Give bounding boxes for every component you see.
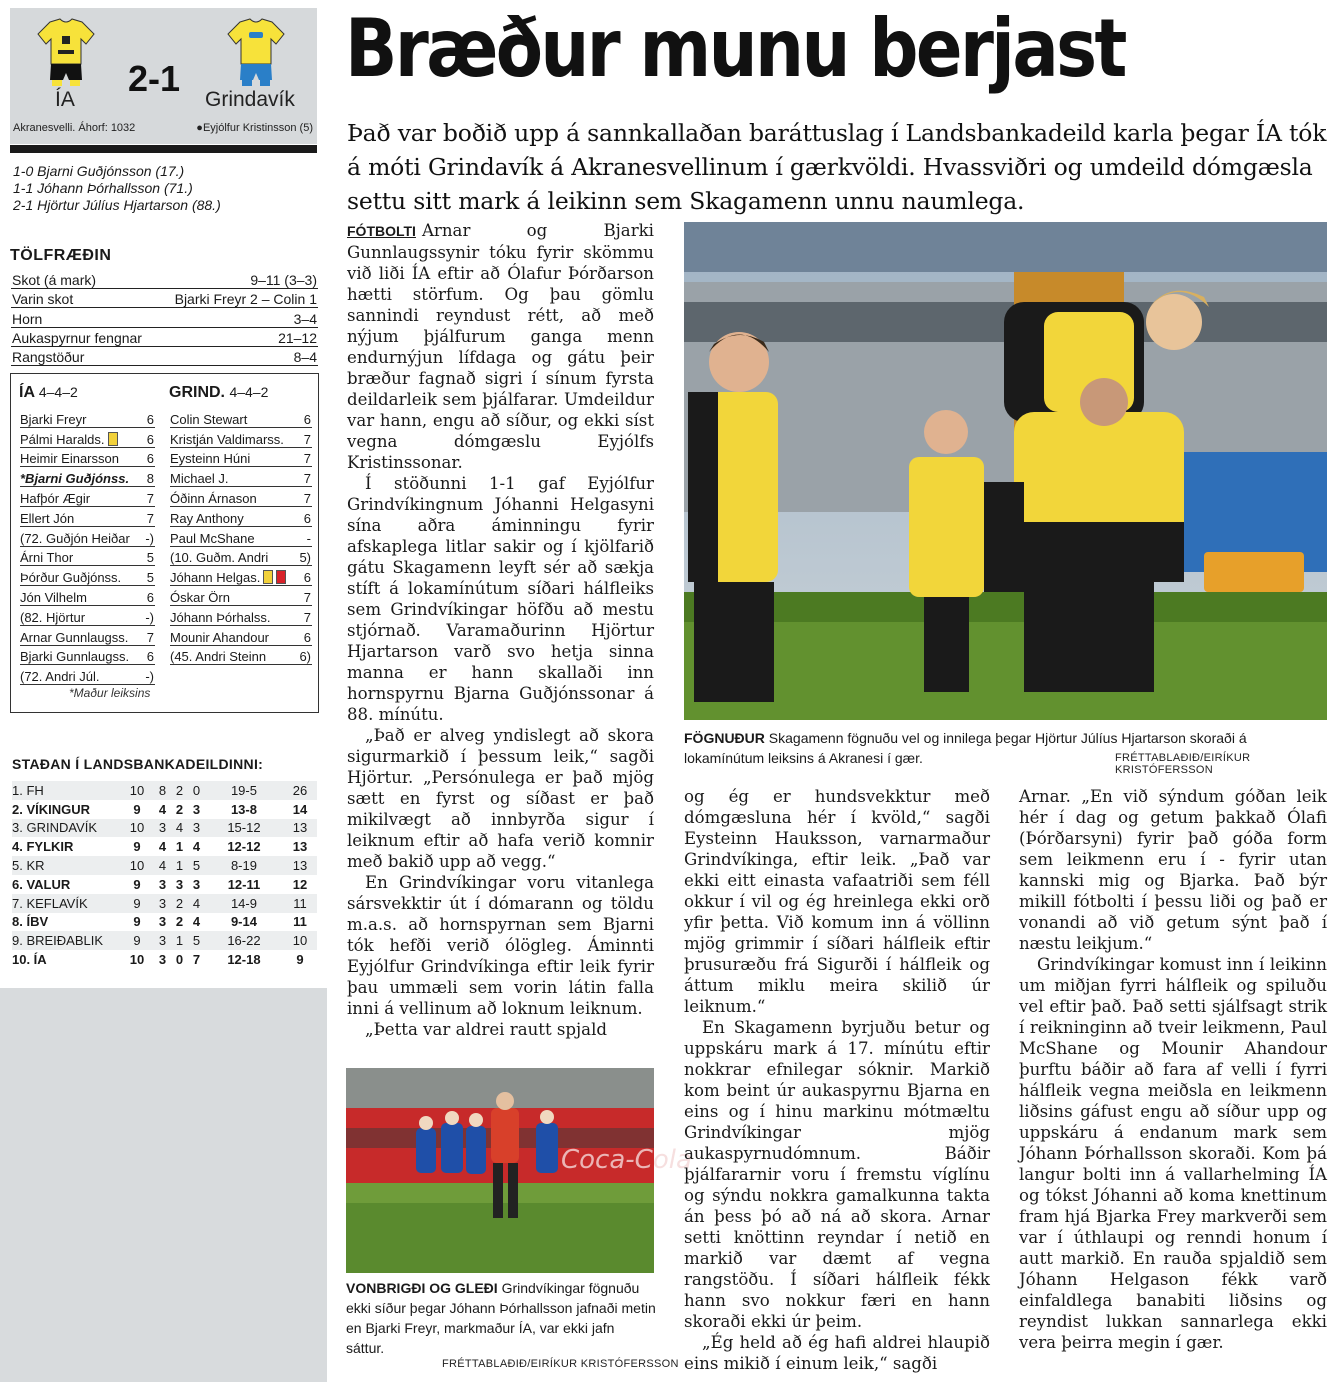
- table-cell-pts: 14: [292, 801, 308, 817]
- lineup-player: [170, 408, 312, 428]
- lineup-player: [170, 507, 312, 527]
- stat-row: [11, 347, 318, 366]
- table-cell-gd: 9-14: [230, 914, 257, 930]
- player-name-text: Kristján Valdimarss.: [170, 431, 284, 447]
- table-cell-l: 7: [192, 952, 201, 968]
- player-name-text: Bjarki Gunnlaugss.: [20, 649, 130, 665]
- table-cell-d: 0: [175, 952, 184, 968]
- small-photo-caption: [346, 1278, 656, 1358]
- goal-list: [13, 163, 221, 214]
- table-cell-d: 2: [171, 781, 188, 800]
- lineup-player: [20, 586, 155, 606]
- lineup-player: [170, 467, 312, 487]
- player-name: [170, 590, 230, 605]
- table-cell-team: 4. FYLKIR: [12, 839, 74, 855]
- main-photo-image: [684, 222, 1327, 720]
- main-photo: [684, 222, 1327, 720]
- caption-text: Skagamenn fögnuðu vel og innilega þegar Hjörtur Júlíus Hjartarson skoraði á lokamínútum leiksins á Akranesi í gær.: [684, 730, 1247, 766]
- table-cell-d: 1: [175, 839, 184, 855]
- table-row: [12, 856, 317, 875]
- player-rating: 6: [146, 589, 154, 605]
- table-row: [12, 950, 317, 969]
- table-cell-pts: 11: [283, 894, 317, 913]
- table-cell-p: 10: [129, 952, 145, 968]
- goal-item: 1-1 Jóhann Þórhallsson (71.): [13, 180, 193, 196]
- table-cell-w: 3: [158, 914, 167, 930]
- lineup-player: [20, 467, 155, 487]
- lineup-player: [170, 566, 312, 586]
- player-name: [170, 550, 268, 565]
- table-cell-p: 9: [133, 876, 141, 892]
- player-name: [20, 491, 90, 506]
- player-rating: 6: [303, 510, 311, 526]
- table-cell-l: 5: [188, 931, 205, 950]
- player-rating: -: [306, 530, 311, 546]
- table-cell-d: 4: [171, 819, 188, 838]
- player-rating: 7: [146, 629, 154, 645]
- player-name: [20, 511, 74, 526]
- section-kicker: FÓTBOLTI: [347, 223, 416, 239]
- player-name-text: (45. Andri Steinn: [170, 649, 267, 665]
- league-table-title: STAÐAN Í LANDSBANKADEILDINNI:: [12, 756, 264, 772]
- table-cell-p: 10: [120, 819, 154, 838]
- paragraph: Arnar. „En við sýndum góðan leik hér í dag og getum þakkað Ólafi (Þórðarsyni) fyrir það góða form sem leikmenn eru í - fyrir utan kannski mig og Bjarka. Það býr mikill fótbolti í þessu liði og það er vonandi að við getum sýnt það í næstu leikjum.“: [1019, 787, 1327, 953]
- player-rating: 7: [303, 451, 311, 467]
- main-photo-credit: FRÉTTABLAÐIÐ/EIRÍKUR KRISTÓFERSSON: [1115, 752, 1251, 776]
- table-row: [12, 931, 317, 950]
- table-cell-team: 8. ÍBV: [12, 914, 49, 930]
- stat-label: Varin skot: [12, 291, 74, 308]
- table-cell-pts: 13: [283, 856, 317, 875]
- player-name-text: (82. Hjörtur: [20, 609, 86, 625]
- home-shirt-icon: [36, 18, 96, 88]
- table-cell-team: 2. VÍKINGUR: [12, 801, 91, 817]
- goal-item: 1-0 Bjarni Guðjónsson (17.): [13, 163, 185, 179]
- player-rating: 5: [146, 570, 154, 586]
- yellow-card-icon: [263, 570, 273, 584]
- player-name-text: (72. Guðjón Heiðar: [20, 530, 130, 546]
- player-rating: 7: [303, 589, 311, 605]
- league-table: [12, 781, 317, 969]
- stat-label: Skot (á mark): [12, 272, 97, 289]
- paragraph: En Skagamenn byrjuðu betur og uppskáru mark á 17. mínútu eftir nokkrar efnilegar sóknir. Markið kom beint úr aukaspyrnu Bjarna en eins og í hinu markinu mótmæltu Grindvíkingar mjög aukaspyrnudómnum. Báðir þjálfararnir voru í fremstu víglínu og sýndu nokkra gamalkunna takta án þess þó að ná að skora. Arnar setti knöttinn reyndar í netið en markið var dæmt af vegna rangstöðu. Í síðari hálfleik fékk hann svo nokkur færi en hann skoraði ekki úr þeim.: [684, 1018, 990, 1331]
- table-cell-gd: 19-5: [205, 781, 283, 800]
- table-cell-team: 10. ÍA: [12, 952, 47, 968]
- stat-label: Rangstöður: [12, 348, 85, 365]
- player-name-text: Pálmi Haralds.: [20, 431, 105, 447]
- home-team-name: ÍA: [55, 88, 75, 111]
- player-rating: 5): [299, 550, 311, 566]
- table-cell-pts: 12: [292, 876, 308, 892]
- table-cell-team: 6. VALUR: [12, 876, 71, 892]
- player-rating: 6: [146, 649, 154, 665]
- lineup-player: [20, 547, 155, 567]
- player-name: [20, 610, 85, 625]
- table-cell-l: 4: [192, 839, 201, 855]
- player-name-text: (10. Guðm. Andri: [170, 550, 269, 566]
- home-lineup: [20, 408, 155, 685]
- player-rating: 6: [146, 431, 154, 447]
- table-cell-w: 3: [154, 819, 171, 838]
- away-formation: 4–4–2: [229, 384, 269, 400]
- player-name: [170, 649, 266, 664]
- player-name: [20, 550, 73, 565]
- lineup-player: [20, 507, 155, 527]
- table-cell-p: 9: [133, 914, 141, 930]
- table-cell-team: 7. KEFLAVÍK: [12, 894, 120, 913]
- article-column-1: [347, 220, 654, 1040]
- player-name-text: Paul McShane: [170, 530, 255, 546]
- player-rating: 5: [146, 550, 154, 566]
- player-name-text: Ray Anthony: [170, 510, 244, 526]
- player-rating: -): [145, 609, 154, 625]
- player-name-text: Michael J.: [170, 471, 229, 487]
- table-cell-l: 3: [192, 801, 201, 817]
- table-cell-gd: 16-22: [205, 931, 283, 950]
- table-cell-team: 3. GRINDAVÍK: [12, 819, 120, 838]
- table-cell-gd: 8-19: [205, 856, 283, 875]
- table-cell-pts: 10: [283, 931, 317, 950]
- table-cell-p: 9: [133, 801, 141, 817]
- table-cell-w: 8: [154, 781, 171, 800]
- player-name: [20, 471, 129, 486]
- caption-kicker: VONBRIGÐI OG GLEÐI: [346, 1280, 498, 1296]
- table-row: [12, 819, 317, 838]
- player-rating: -): [145, 530, 154, 546]
- player-name: [170, 630, 269, 645]
- table-row: [12, 875, 317, 894]
- article-column-3: [1019, 786, 1327, 1353]
- table-cell-d: 1: [171, 931, 188, 950]
- lineup-player: [170, 646, 312, 666]
- stat-value: 21–12: [278, 329, 317, 346]
- paragraph: og ég er hundsvekktur með dómgæsluna hér í kvöld,“ sagði Eysteinn Hauksson, varnarmaður Grindvíkinga, eftir leik. „Það var ekki eitt einasta vafaatriði sem féll okkur í vil og ég hreinlega ekki orð yfir þetta. Við komum inn á völlinn mjög grimmir í síðari hálfleik eftir þrusuræðu frá Sigurði í hálfleik og áttum miklu meira skilið úr leiknum.“: [684, 787, 990, 1016]
- home-formation: 4–4–2: [38, 384, 78, 400]
- lineup-player: [20, 448, 155, 468]
- stat-row: [11, 328, 318, 347]
- lineup-player: [170, 487, 312, 507]
- stat-value: 9–11 (3–3): [250, 272, 317, 289]
- table-cell-pts: 13: [292, 839, 308, 855]
- stat-label: Aukaspyrnur fengnar: [12, 329, 142, 346]
- player-name: [20, 590, 87, 605]
- player-rating: 6: [146, 411, 154, 427]
- table-row: [12, 837, 317, 856]
- caption-text: Grindvíkingar fögnuðu ekki síður þegar Jóhann Þórhallsson jafnaði metin en Bjarki Freyr, markmaður ÍA, var ekki jafn sáttur.: [346, 1280, 656, 1356]
- table-row: [12, 800, 317, 819]
- player-name: [170, 531, 255, 546]
- table-cell-gd: 12-11: [227, 876, 261, 892]
- paragraph: Í stöðunni 1-1 gaf Eyjólfur Grindvíkingnum Jóhanni Helgasyni sína aðra áminningu fyrir afskaplega litlar sakir og í kjölfarið gátu Skagamenn leyft sér að sækja stíft á lokamínútum síðari hálfleiks sem Grindvíkingar höfðu að mestu stjórnað. Varamaðurinn Hjörtur Hjartarson varð svo hetja sinna manna er hann skallaði inn hornspyrnu Bjarna Guðjónssonar á 88. mínútu.: [347, 474, 654, 724]
- lineup-player: [20, 487, 155, 507]
- player-name-text: Hafþór Ægir: [20, 490, 91, 506]
- small-photo: [346, 1068, 692, 1273]
- lead-paragraph: Það var boðið upp á sannkallaðan baráttuslag í Landsbankadeild karla þegar ÍA tók á móti Grindavík á Akranesvellinum í gærkvöldi. Hvassviðri og umdeild dómgæsla settu sitt mark á leikinn sem Skagamenn unnu naumlega.: [347, 119, 1327, 215]
- table-cell-gd: 13-8: [230, 801, 257, 817]
- paragraph: Grindvíkingar komust inn í leikinn um miðjan fyrri hálfleik og spiluðu vel eftir það. Það setti sjálfsagt strik í reikninginn að tveir leikmenn, Paul McShane og Mounir Ahandour þurftu báðir að fara af velli í fyrri hálfleik vegna meiðsla en leikmenn liðsins gáfust engu að síður upp og uppskáru á endanum mark sem Jóhann Þórhallsson skoraði. Kom þá langur bolti inn á vallarhelming ÍA og tókst Jóhanni að koma knettinum fram hjá Bjarka Frey markverði sem var í úthlaupi og renndi honum í autt markið. En rauða spjaldið sem Jóhann Helgason fékk varð einfaldlega banabiti liðsins og reyndist lukkan sannarlega ekki vera þeirra megin í gær.: [1019, 955, 1327, 1352]
- player-name-text: Jóhann Helgas.: [170, 570, 261, 586]
- player-name-text: Árni Thor: [20, 550, 74, 566]
- stat-row: [11, 308, 318, 327]
- player-rating: 6: [303, 570, 311, 586]
- table-cell-p: 9: [133, 839, 141, 855]
- stats-list: [11, 270, 318, 366]
- player-name: [170, 451, 250, 466]
- player-rating: 7: [146, 490, 154, 506]
- player-name-text: (72. Andri Júl.: [20, 669, 100, 685]
- player-rating: 7: [146, 510, 154, 526]
- match-sidebar: [0, 0, 327, 1382]
- table-cell-team: 9. BREIÐABLIK: [12, 931, 120, 950]
- lineup-player: [20, 408, 155, 428]
- table-cell-d: 2: [175, 914, 184, 930]
- player-name-text: Óskar Örn: [170, 589, 230, 605]
- player-name: [170, 511, 244, 526]
- table-cell-p: 10: [120, 856, 154, 875]
- table-cell-w: 3: [154, 894, 171, 913]
- away-lineup-heading: [169, 384, 268, 402]
- table-cell-l: 4: [192, 914, 201, 930]
- table-cell-d: 3: [175, 876, 184, 892]
- player-name-text: Jón Vilhelm: [20, 589, 87, 605]
- away-shirt-icon: [226, 18, 286, 88]
- lineup-player: [20, 665, 155, 685]
- player-name: [170, 570, 286, 585]
- paragraph: En Grindvíkingar voru vitanlega sársvekktir út í dómarann og töldu m.a.s. að hornspyrnan sem Bjarni tók hefði verið ólögleg. Áminnti Eyjólfur Grindvíkinga eftir leik fyrir þau ummæli sem vorin látin falla inni á vellinum að loknum leiknum.: [347, 873, 654, 1018]
- paragraph: „Það er alveg yndislegt að skora sigurmarkið í þessum leik,“ sagði Hjörtur. „Persónulega er það mjög sætt en fyrst og síðast er það mikilvægt að innbyrða sigur í leiknum eftir að hafa verið komnir með bakið upp að vegg.“: [347, 726, 654, 871]
- lineup-player: [170, 586, 312, 606]
- table-cell-pts: 26: [283, 781, 317, 800]
- stat-value: 3–4: [293, 310, 317, 327]
- paragraph: „Ég held að ég hafi aldrei hlaupið eins mikið í einum leik,“ sagði: [684, 1333, 990, 1373]
- scorebox-divider: [10, 145, 317, 153]
- paragraph-text: Arnar og Bjarki Gunnlaugssynir tóku fyrir skömmu við liði ÍA eftir að Ólafur Þórðarson hætti störfum. Og þau gömlu sannindi reyndust rétt, að með nýjum þjálfurum ganga menn endurnýjun lífdaga og gátu þeir bræður fagnað sigri í sínum fyrsta deildarleik sem þjálfarar. Umdeildur var hann, engu að síður, og ekki síst vegna dómgæslu Eyjólfs Kristinssonar.: [347, 221, 654, 472]
- player-name: [170, 471, 229, 486]
- away-lineup-team: GRIND.: [169, 384, 225, 401]
- player-name: [170, 412, 247, 427]
- player-name-text: Colin Stewart: [170, 411, 248, 427]
- player-rating: 7: [303, 490, 311, 506]
- table-cell-d: 2: [175, 801, 184, 817]
- player-name: [20, 412, 86, 427]
- player-rating: 7: [303, 609, 311, 625]
- player-rating: 6: [303, 411, 311, 427]
- table-cell-gd: 15-12: [205, 819, 283, 838]
- table-cell-w: 3: [158, 876, 167, 892]
- small-photo-credit: FRÉTTABLAÐIÐ/EIRÍKUR KRISTÓFERSSON: [442, 1358, 679, 1370]
- player-name-text: Þórður Guðjónss.: [20, 570, 122, 586]
- lineup-player: [20, 566, 155, 586]
- whistle-icon: ●: [196, 122, 203, 134]
- lineup-player: [170, 428, 312, 448]
- lineup-player: [20, 646, 155, 666]
- player-rating: 6): [299, 649, 311, 665]
- goal-item: 2-1 Hjörtur Júlíus Hjartarson (88.): [13, 197, 221, 213]
- stat-row: [11, 270, 318, 289]
- table-row: [12, 781, 317, 800]
- player-name-text: Jóhann Þórhalss.: [170, 609, 271, 625]
- table-cell-w: 4: [158, 839, 167, 855]
- table-cell-pts: 13: [283, 819, 317, 838]
- table-cell-pts: 11: [293, 914, 307, 930]
- table-cell-l: 5: [188, 856, 205, 875]
- table-cell-p: 9: [120, 931, 154, 950]
- stat-value: 8–4: [293, 348, 317, 365]
- player-name: [170, 432, 284, 447]
- player-name: [20, 451, 119, 466]
- table-cell-l: 0: [188, 781, 205, 800]
- player-name: [20, 669, 100, 684]
- stat-row: [11, 289, 318, 308]
- player-name: [20, 531, 130, 546]
- away-lineup: [170, 408, 312, 665]
- player-rating: 7: [303, 431, 311, 447]
- player-rating: 6: [303, 629, 311, 645]
- lineups-box: [10, 373, 319, 713]
- table-row: [12, 913, 317, 932]
- table-cell-p: 10: [120, 781, 154, 800]
- player-name: [170, 491, 257, 506]
- player-name: [20, 570, 121, 585]
- home-lineup-heading: [19, 384, 78, 402]
- sidebar-grey-panel: [0, 988, 327, 1382]
- stat-label: Horn: [12, 310, 43, 327]
- player-name-text: Arnar Gunnlaugss.: [20, 629, 129, 645]
- svg-text:Coca-Cola: Coca-Cola: [561, 1145, 692, 1175]
- table-cell-l: 3: [192, 876, 201, 892]
- man-of-the-match-note: *Maður leiksins: [69, 686, 151, 700]
- player-name: [20, 649, 129, 664]
- match-score: 2-1: [128, 58, 181, 99]
- table-cell-l: 3: [188, 819, 205, 838]
- player-name-text: Ellert Jón: [20, 510, 75, 526]
- player-name-text: Heimir Einarsson: [20, 451, 119, 467]
- away-team-name: Grindavík: [205, 88, 295, 111]
- stats-title: TÖLFRÆÐIN: [10, 247, 112, 264]
- player-name: [170, 610, 270, 625]
- table-cell-d: 1: [171, 856, 188, 875]
- paragraph: [347, 220, 654, 473]
- table-cell-team: 1. FH: [12, 781, 120, 800]
- paragraph: „Þetta var aldrei rautt spjald: [365, 1020, 607, 1039]
- player-name-text: Mounir Ahandour: [170, 629, 270, 645]
- lineup-player: [170, 606, 312, 626]
- venue-attendance: Akranesvelli. Áhorf: 1032: [13, 122, 136, 134]
- table-cell-team: 5. KR: [12, 856, 120, 875]
- table-cell-w: 3: [158, 952, 167, 968]
- player-name: [20, 630, 128, 645]
- player-rating: 8: [146, 471, 154, 487]
- small-photo-image: [346, 1068, 692, 1273]
- stat-value: Bjarki Freyr 2 – Colin 1: [174, 291, 317, 308]
- referee: [196, 122, 313, 134]
- table-cell-l: 4: [188, 894, 205, 913]
- lineup-player: [170, 448, 312, 468]
- table-cell-w: 3: [154, 931, 171, 950]
- yellow-card-icon: [108, 432, 118, 446]
- player-name-text: Bjarki Freyr: [20, 411, 87, 427]
- table-row: [12, 894, 317, 913]
- table-cell-p: 9: [120, 894, 154, 913]
- table-cell-gd: 12-18: [227, 952, 261, 968]
- player-name-text: Eysteinn Húni: [170, 451, 251, 467]
- table-cell-d: 2: [171, 894, 188, 913]
- player-name: [20, 432, 118, 447]
- caption-kicker: FÖGNUÐUR: [684, 730, 765, 746]
- article-column-2: [684, 786, 990, 1374]
- player-rating: -): [145, 669, 154, 685]
- headline: Bræður munu berjast: [345, 2, 1125, 95]
- player-rating: 6: [146, 451, 154, 467]
- lineup-player: [170, 626, 312, 646]
- table-cell-w: 4: [154, 856, 171, 875]
- lineup-player: [20, 626, 155, 646]
- lineup-player: [20, 606, 155, 626]
- referee-name: Eyjólfur Kristinsson (5): [202, 122, 313, 134]
- player-rating: 7: [303, 471, 311, 487]
- lineup-player: [170, 547, 312, 567]
- scorebox: [10, 8, 317, 144]
- table-cell-gd: 12-12: [227, 839, 261, 855]
- player-name-text: *Bjarni Guðjónss.: [20, 471, 130, 487]
- lineup-player: [170, 527, 312, 547]
- table-cell-pts: 9: [296, 952, 304, 968]
- player-name-text: Óðinn Árnason: [170, 490, 257, 506]
- table-cell-gd: 14-9: [205, 894, 283, 913]
- lineup-player: [20, 428, 155, 448]
- red-card-icon: [276, 570, 286, 584]
- table-cell-w: 4: [158, 801, 167, 817]
- lineup-player: [20, 527, 155, 547]
- home-lineup-team: ÍA: [19, 384, 35, 401]
